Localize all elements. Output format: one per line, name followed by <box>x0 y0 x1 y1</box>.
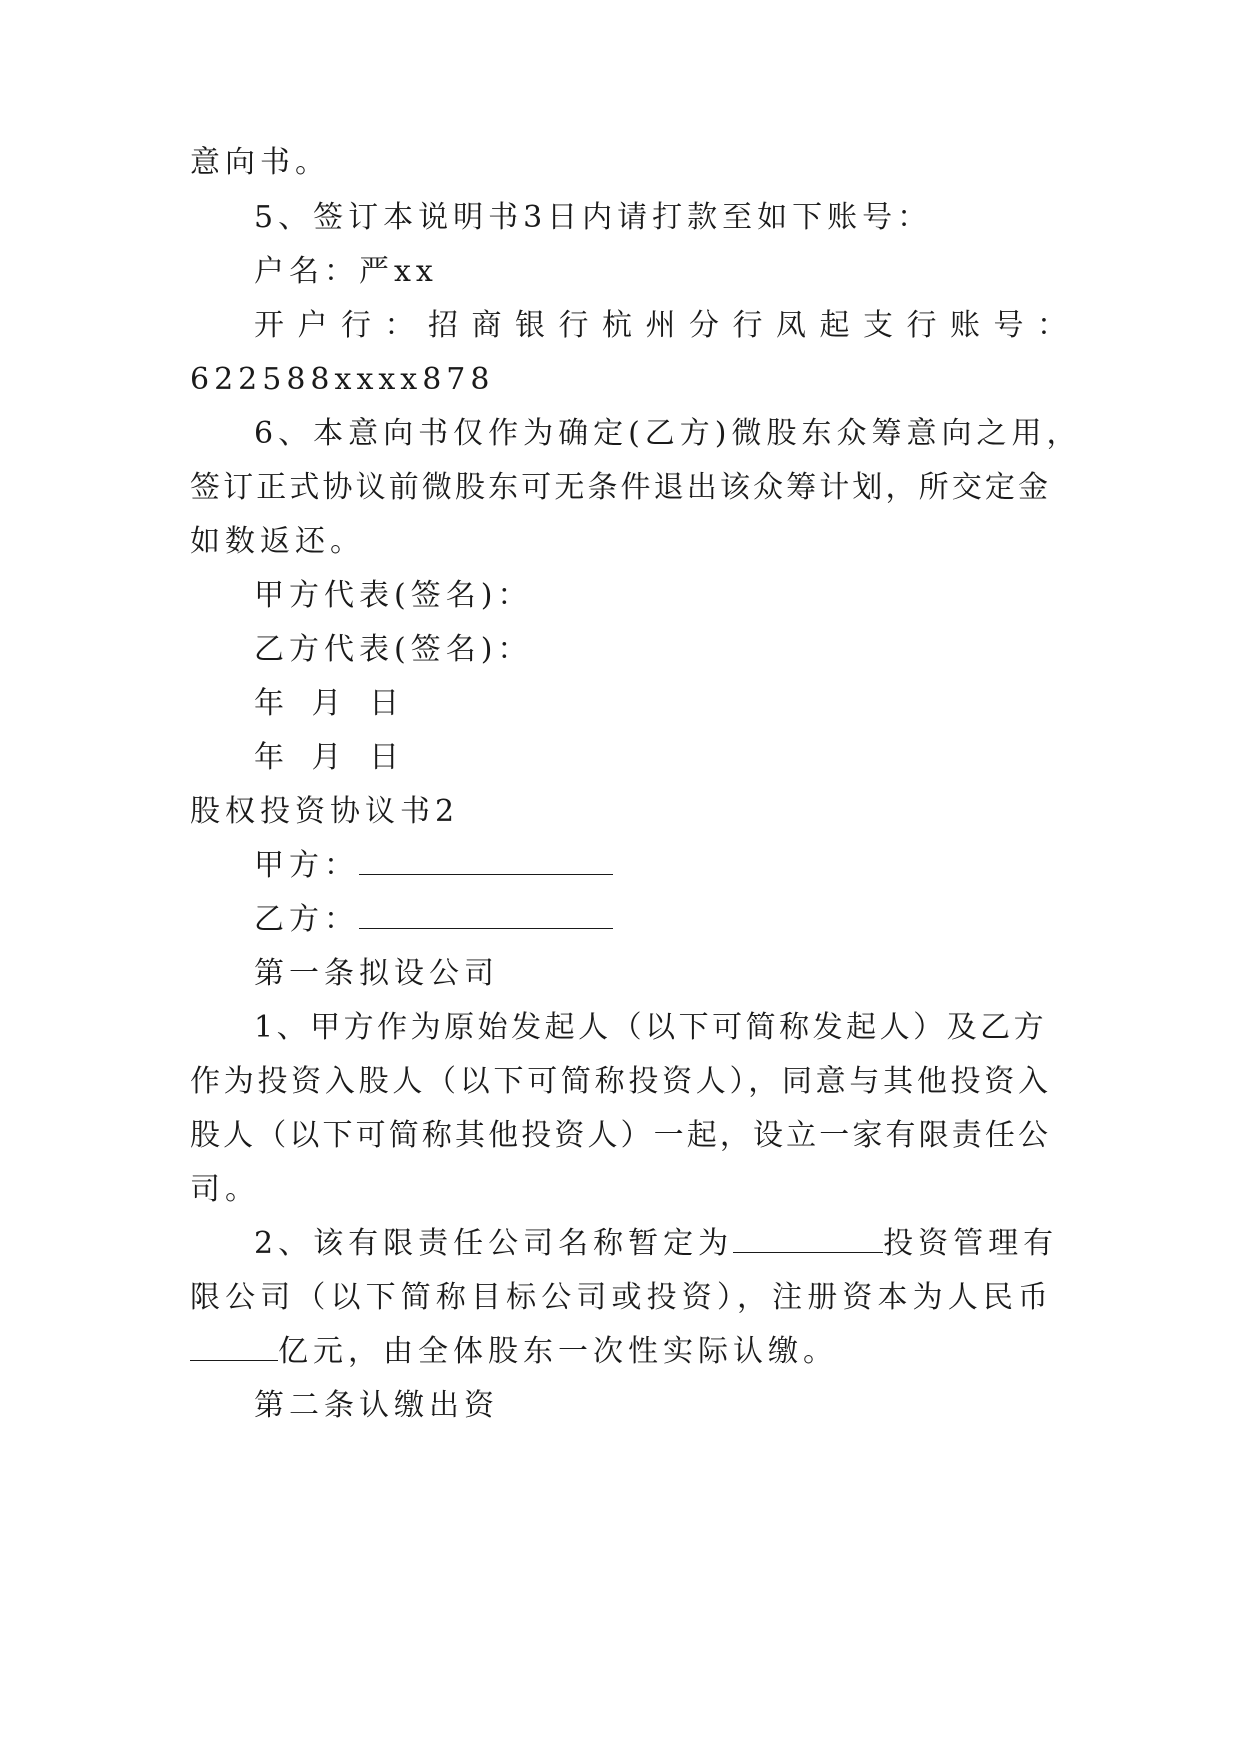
party-a-label: 甲方： <box>254 848 359 883</box>
party-a-blank[interactable] <box>359 846 613 875</box>
party-a-line <box>254 846 613 886</box>
party-b-signature: 乙方代表(签名)： <box>254 632 533 667</box>
clause-6: 6、本意向书仅作为确定(乙方)微股东众筹意向之用， <box>254 416 1082 451</box>
bank-info: 开户行：招商银行杭州分行凤起支行账号： <box>254 308 1081 343</box>
date-line: 年 月 日 <box>254 740 405 775</box>
clause-1: 1、甲方作为原始发起人（以下可简称发起人）及乙方 <box>254 1010 1048 1045</box>
paragraph-line: 司。 <box>190 1172 260 1207</box>
paragraph-line: 作为投资入股人（以下可简称投资人），同意与其他投资入 <box>190 1064 1051 1099</box>
document-title: 股权投资协议书2 <box>190 794 460 829</box>
paragraph-line: 签订正式协议前微股东可无条件退出该众筹计划，所交定金 <box>190 470 1051 505</box>
paragraph-line: 股人（以下可简称其他投资人）一起，设立一家有限责任公 <box>190 1118 1051 1153</box>
account-name: 户名：严xx <box>254 254 438 289</box>
paragraph-line: 意向书。 <box>190 145 330 180</box>
account-number: 622588xxxx878 <box>190 362 495 397</box>
paragraph-line: 如数返还。 <box>190 524 365 559</box>
paragraph-line: 限公司（以下简称目标公司或投资），注册资本为人民币 <box>190 1280 1051 1315</box>
clause-2 <box>254 1224 1058 1264</box>
clause-2-text: 2、该有限责任公司名称暂定为 <box>254 1226 734 1261</box>
party-b-blank[interactable] <box>359 900 613 929</box>
clause-2-text-cont: 投资管理有 <box>883 1226 1059 1261</box>
party-b-line <box>254 900 613 940</box>
clause-5: 5、签订本说明书3日内请打款至如下账号： <box>254 200 933 235</box>
party-a-signature: 甲方代表(签名)： <box>254 578 533 613</box>
article-1-heading: 第一条拟设公司 <box>254 956 499 991</box>
date-line: 年 月 日 <box>254 686 405 721</box>
capital-text: 亿元，由全体股东一次性实际认缴。 <box>278 1334 838 1369</box>
capital-line <box>190 1332 838 1372</box>
company-name-blank[interactable] <box>733 1224 883 1253</box>
article-2-heading: 第二条认缴出资 <box>254 1388 499 1423</box>
party-b-label: 乙方： <box>254 902 359 937</box>
capital-amount-blank[interactable] <box>190 1332 278 1361</box>
